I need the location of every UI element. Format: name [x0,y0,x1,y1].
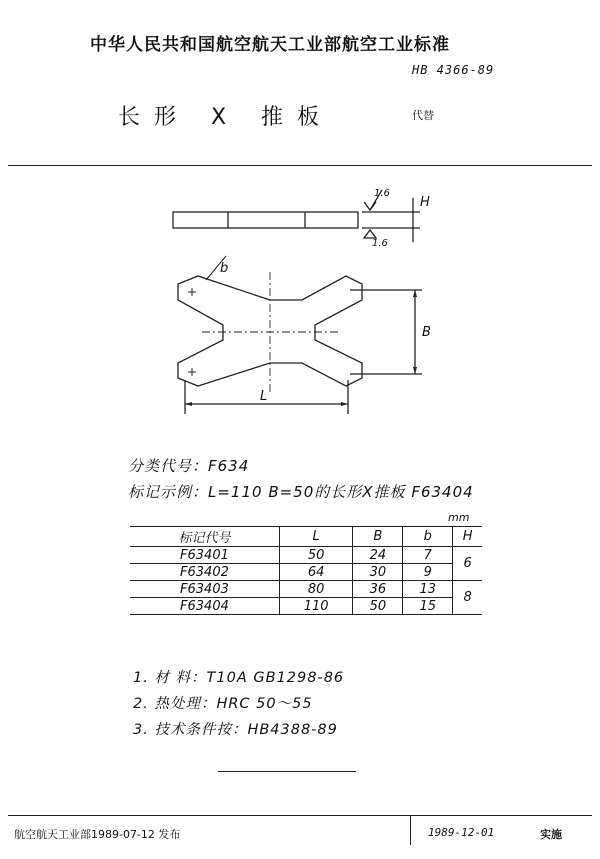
cell-code: F63401 [130,547,279,564]
header-marking-code: 标记代号 [130,527,279,547]
dimension-small-b-label: b [220,261,229,276]
table-header-row [130,527,482,547]
cell-code: F63403 [130,581,279,598]
cell-b-upper: 50 [353,598,403,615]
cell-l: 64 [279,564,352,581]
cell-h: 6 [453,547,482,581]
dimension-b-label: B [422,325,431,340]
cell-l: 110 [279,598,352,615]
cell-b-lower: 15 [403,598,453,615]
roughness-top-value: 1.6 [374,188,390,199]
note-heat-treatment: 2. 热处理：HRC 50～55 [133,696,313,712]
footer-effective-date: 1989-12-01 [428,826,495,839]
standard-organization: 中华人民共和国航空航天工业部航空工业标准 [90,35,450,55]
cell-b-upper: 36 [353,581,403,598]
cell-l: 50 [279,547,352,564]
specification-table [130,526,482,615]
table-unit: mm [448,511,470,524]
header-b-upper: B [353,527,403,547]
roughness-bottom-value: 1.6 [372,238,388,249]
cell-code: F63404 [130,598,279,615]
cell-b-upper: 24 [353,547,403,564]
table-row [130,581,482,598]
document-title: 长形 X 推板 [118,105,334,130]
header-l: L [279,527,352,547]
cell-b-upper: 30 [353,564,403,581]
roughness-bottom-symbol [364,230,376,238]
marking-example: 标记示例：L=110 B=50的长形X推板 F63404 [128,483,474,501]
table-row [130,564,482,581]
footer-effective-label: 实施 [540,828,562,841]
standard-number: HB 4366-89 [412,63,495,77]
cell-h: 8 [453,581,482,615]
header-h: H [453,527,482,547]
note-material: 1. 材 料：T10A GB1298-86 [133,670,345,686]
note-technical-conditions: 3. 技术条件按：HB4388-89 [133,722,338,738]
cell-b-lower: 13 [403,581,453,598]
footer-rule [8,815,592,816]
cell-code: F63402 [130,564,279,581]
table-row [130,547,482,564]
cell-l: 80 [279,581,352,598]
footer-issued: 航空航天工业部1989-07-12 发布 [14,828,181,841]
classification-code: 分类代号：F634 [128,457,250,475]
footer-divider [410,815,411,845]
header-rule [8,165,592,166]
cell-b-lower: 9 [403,564,453,581]
cell-b-lower: 7 [403,547,453,564]
end-rule [218,771,356,772]
dimension-h-label: H [420,195,430,210]
table-row [130,598,482,615]
replaces-label: 代替 [412,109,434,122]
header-b-lower: b [403,527,453,547]
dimension-l-label: L [260,389,268,404]
side-view [173,212,358,228]
part-drawing [150,180,450,420]
